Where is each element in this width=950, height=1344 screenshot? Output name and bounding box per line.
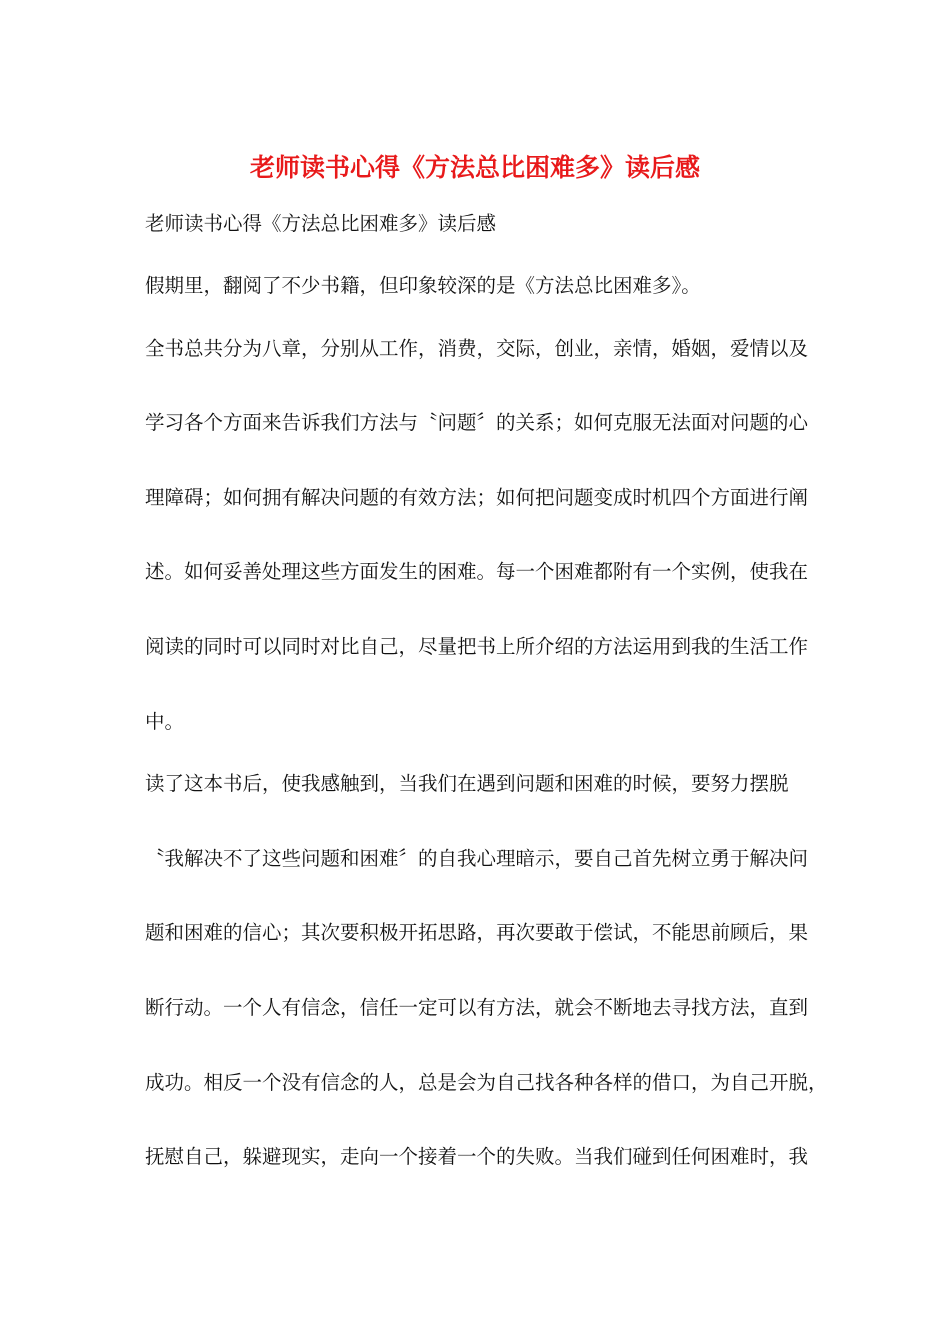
paragraph-line: 述。如何妥善处理这些方面发生的困难。每一个困难都附有一个实例，使我在 xyxy=(145,560,809,583)
document-subtitle: 老师读书心得《方法总比困难多》读后感 xyxy=(145,212,497,235)
paragraph-line: 抚慰自己，躲避现实，走向一个接着一个的失败。当我们碰到任何困难时，我 xyxy=(145,1145,809,1168)
paragraph-line: 读了这本书后，使我感触到，当我们在遇到问题和困难的时候，要努力摆脱 xyxy=(145,772,789,795)
paragraph-line: 〝我解决不了这些问题和困难〞的自我心理暗示，要自己首先树立勇于解决问 xyxy=(145,847,809,870)
paragraph-line: 全书总共分为八章，分别从工作，消费，交际，创业，亲情，婚姻，爱情以及 xyxy=(145,337,809,360)
paragraph-line: 理障碍；如何拥有解决问题的有效方法；如何把问题变成时机四个方面进行阐 xyxy=(145,486,809,509)
paragraph-line: 阅读的同时可以同时对比自己，尽量把书上所介绍的方法运用到我的生活工作 xyxy=(145,635,809,658)
paragraph-line: 假期里，翻阅了不少书籍，但印象较深的是《方法总比困难多》。 xyxy=(145,274,701,297)
paragraph-line: 题和困难的信心；其次要积极开拓思路，再次要敢于偿试，不能思前顾后，果 xyxy=(145,921,809,944)
paragraph-line: 断行动。一个人有信念，信任一定可以有方法，就会不断地去寻找方法，直到 xyxy=(145,996,809,1019)
paragraph-line: 中。 xyxy=(145,710,185,733)
paragraph-line: 成功。相反一个没有信念的人，总是会为自己找各种各样的借口，为自己开脱， xyxy=(145,1071,828,1094)
paragraph-line: 学习各个方面来告诉我们方法与〝问题〞的关系；如何克服无法面对问题的心 xyxy=(145,411,809,434)
document-title: 老师读书心得《方法总比困难多》读后感 xyxy=(249,153,700,182)
